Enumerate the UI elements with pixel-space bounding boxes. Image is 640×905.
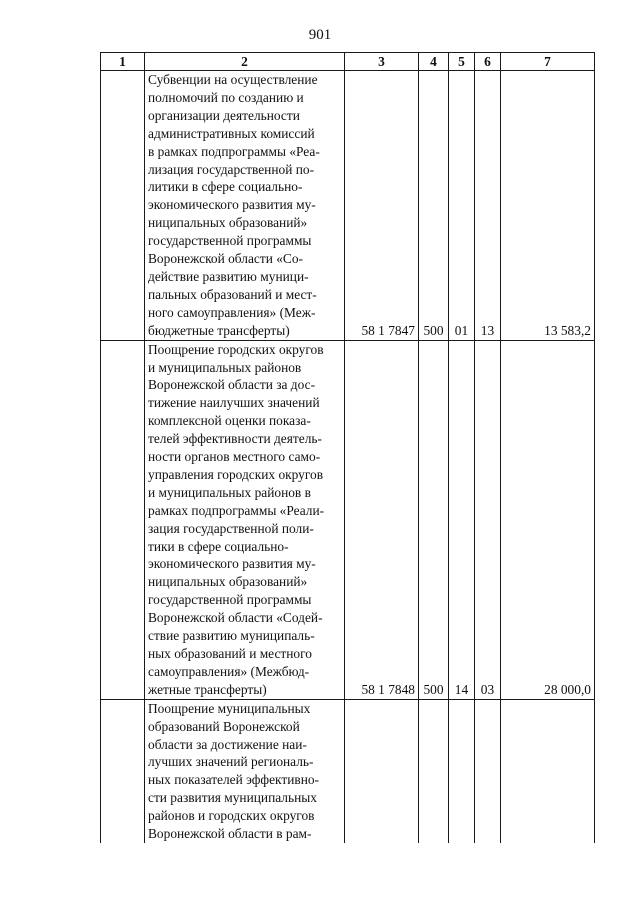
description-line: рамках подпрограммы «Реали- — [148, 502, 325, 518]
header-col-2: 2 — [145, 53, 345, 71]
budget-table — [100, 52, 595, 843]
description-line: тики в сфере социально- — [148, 538, 289, 554]
cell-target-code: 58 1 7847 — [345, 71, 419, 341]
cell-number — [101, 699, 145, 843]
description-line: Воронежской области за дос- — [148, 377, 316, 393]
cell-description — [145, 699, 345, 843]
page-number: 901 — [308, 27, 332, 43]
description-line: области за достижение наи- — [148, 736, 307, 752]
cell-expense-type: 500 — [419, 71, 449, 341]
description-line: тижение наилучших значений — [148, 395, 320, 411]
description-line: Воронежской области «Содей- — [148, 610, 323, 626]
cell-section: 01 — [449, 71, 475, 341]
description-line: управления городских округов — [148, 466, 324, 482]
description-line: Субвенции на осуществление — [148, 72, 318, 87]
description-line: и муниципальных районов в — [148, 484, 311, 500]
cell-amount: 13 583,2 — [501, 71, 595, 341]
header-col-3: 3 — [345, 53, 419, 71]
description-line: районов и городских округов — [148, 808, 315, 824]
cell-description — [145, 340, 345, 699]
description-line: ных показателей эффективно- — [148, 772, 320, 788]
cell-number — [101, 71, 145, 341]
cell-number — [101, 340, 145, 699]
description-line: и муниципальных районов — [148, 359, 302, 375]
description-line: лизация государственной по- — [148, 161, 315, 177]
description-line: ного самоуправления» (Меж- — [148, 304, 316, 320]
cell-section — [449, 699, 475, 843]
cell-subsection — [475, 699, 501, 843]
description-line: государственной программы — [148, 233, 312, 249]
description-line: организации деятельности — [148, 107, 300, 123]
table-header-row — [101, 53, 595, 71]
cell-target-code: 58 1 7848 — [345, 340, 419, 699]
description-line: зация государственной поли- — [148, 520, 314, 536]
description-line: Воронежской области в рам- — [148, 826, 312, 842]
table-row — [101, 340, 595, 699]
description-line: образований Воронежской — [148, 718, 300, 734]
header-col-4: 4 — [419, 53, 449, 71]
description-line: действие развитию муници- — [148, 268, 309, 284]
description-line: жетные трансферты) — [148, 681, 267, 697]
cell-subsection: 03 — [475, 340, 501, 699]
description-line: бюджетные трансферты) — [148, 322, 290, 338]
description-line: пальных образований и мест- — [148, 286, 317, 302]
table-row — [101, 71, 595, 341]
description-line: комплексной оценки показа- — [148, 413, 311, 429]
description-line: литики в сфере социально- — [148, 179, 303, 195]
table-row — [101, 699, 595, 843]
description-line: самоуправления» (Межбюд- — [148, 663, 310, 679]
cell-amount: 28 000,0 — [501, 340, 595, 699]
description-line: лучших значений региональ- — [148, 754, 314, 770]
header-col-6: 6 — [475, 53, 501, 71]
header-col-7: 7 — [501, 53, 595, 71]
header-col-5: 5 — [449, 53, 475, 71]
description-line: Поощрение городских округов — [148, 341, 324, 357]
description-line: ствие развитию муниципаль- — [148, 628, 315, 644]
description-line: в рамках подпрограммы «Реа- — [148, 143, 320, 159]
header-col-1: 1 — [101, 53, 145, 71]
cell-section: 14 — [449, 340, 475, 699]
description-line: ниципальных образований» — [148, 215, 308, 231]
cell-expense-type: 500 — [419, 340, 449, 699]
cell-description — [145, 71, 345, 341]
cell-target-code — [345, 699, 419, 843]
cell-amount — [501, 699, 595, 843]
description-line: экономического развития му- — [148, 556, 316, 572]
description-line: государственной программы — [148, 592, 312, 608]
cell-subsection: 13 — [475, 71, 501, 341]
description-line: телей эффективности деятель- — [148, 431, 322, 447]
description-line: экономического развития му- — [148, 197, 316, 213]
description-line: ниципальных образований» — [148, 574, 308, 590]
description-line: ности органов местного само- — [148, 449, 321, 465]
description-line: полномочий по созданию и — [148, 89, 304, 105]
description-line: сти развития муниципальных — [148, 790, 317, 806]
description-line: Воронежской области «Со- — [148, 251, 304, 267]
cell-expense-type — [419, 699, 449, 843]
description-line: Поощрение муниципальных — [148, 700, 311, 716]
description-line: административных комиссий — [148, 125, 315, 141]
description-line: ных образований и местного — [148, 646, 312, 661]
